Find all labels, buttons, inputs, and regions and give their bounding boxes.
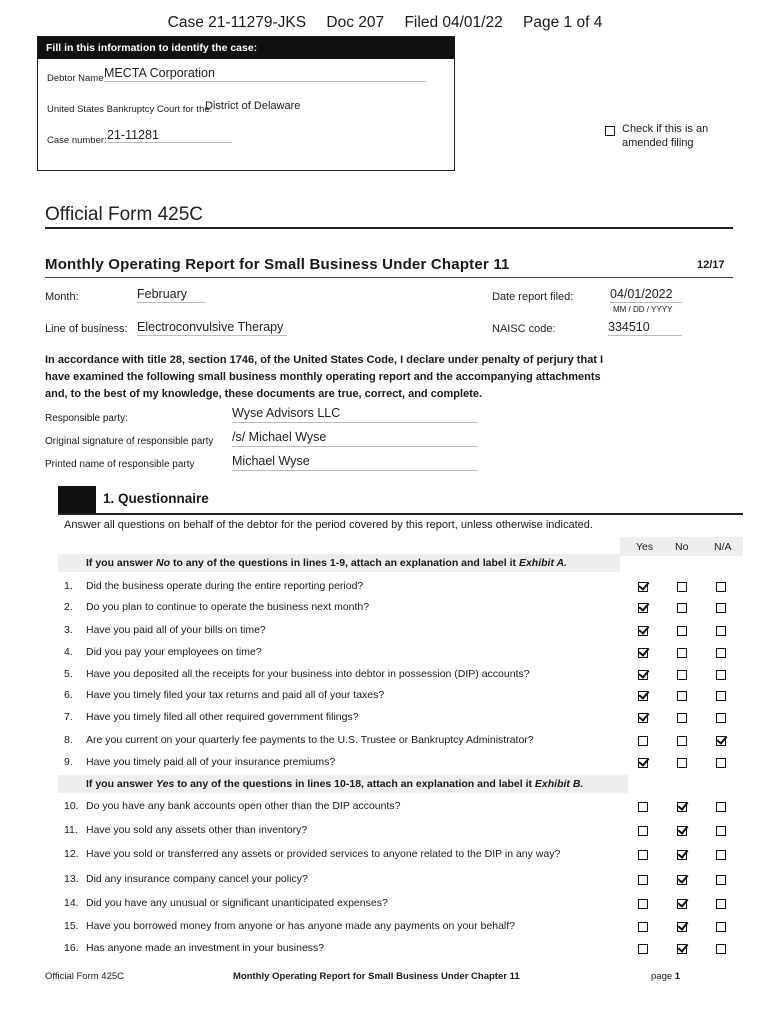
footer-form-name: Official Form 425C: [45, 971, 125, 982]
question-number: 16.: [64, 942, 79, 954]
answer-no-checkbox[interactable]: [677, 713, 687, 723]
questionnaire-title: 1. Questionnaire: [103, 491, 209, 506]
instruction-a-exhibit: Exhibit A.: [518, 557, 567, 569]
question-row: [0, 942, 770, 960]
answer-no-checkbox[interactable]: [677, 691, 687, 701]
question-text: Have you paid all of your bills on time?: [86, 624, 266, 636]
case-number-label: Case number:: [47, 135, 107, 146]
answer-yes-checkbox[interactable]: [638, 826, 648, 836]
question-row: [0, 711, 770, 729]
form-revision: 12/17: [697, 259, 725, 271]
question-text: Have you sold any assets other than inventory?: [86, 824, 308, 836]
answer-yes-checkbox[interactable]: [638, 603, 648, 613]
answer-na-checkbox[interactable]: [716, 944, 726, 954]
amended-filing-label: [622, 122, 708, 150]
question-row: [0, 646, 770, 664]
question-number: 2.: [64, 601, 73, 613]
responsible-party-label: Responsible party:: [45, 413, 128, 424]
answer-yes-checkbox[interactable]: [638, 850, 648, 860]
question-text: Are you current on your quarterly fee payments to the U.S. Trustee or Bankruptcy Administrator?: [86, 734, 534, 746]
instruction-b-word: Yes: [156, 778, 175, 790]
answer-no-checkbox[interactable]: [677, 826, 687, 836]
instruction-b-pre: If you answer: [86, 778, 157, 790]
section-marker: [58, 486, 96, 514]
question-text: Have you timely paid all of your insurance premiums?: [86, 756, 336, 768]
line-of-business-value: Electroconvulsive Therapy: [137, 320, 284, 334]
case-box-title: Fill in this information to identify the case:: [38, 37, 454, 59]
responsible-party-value: Wyse Advisors LLC: [232, 406, 341, 420]
answer-no-checkbox[interactable]: [677, 875, 687, 885]
question-number: 9.: [64, 756, 73, 768]
court-value[interactable]: District of Delaware: [205, 100, 301, 112]
question-text: Have you sold or transferred any assets or provided services to anyone related to the DIP in any way?: [86, 848, 561, 860]
answer-na-checkbox[interactable]: [716, 670, 726, 680]
answer-no-checkbox[interactable]: [677, 670, 687, 680]
question-text: Did you pay your employees on time?: [86, 646, 262, 658]
footer-page-number: 1: [674, 971, 681, 982]
form-divider: [45, 227, 733, 229]
amended-filing-checkbox[interactable]: [605, 123, 615, 141]
answer-na-checkbox[interactable]: [716, 899, 726, 909]
case-number-value: 21-11281: [107, 128, 159, 142]
question-text: Did any insurance company cancel your policy?: [86, 873, 308, 885]
instruction-a-mid: to any of the questions in lines 1-9, attach an explanation and label it: [170, 557, 519, 569]
naisc-value: 334510: [608, 320, 650, 334]
question-row: [0, 580, 770, 598]
question-number: 3.: [64, 624, 73, 636]
amended-checkbox-box[interactable]: [605, 126, 615, 136]
line-of-business-label: Line of business:: [45, 323, 128, 335]
naisc-label: NAISC code:: [492, 323, 556, 335]
footer-page: [651, 971, 680, 982]
answer-yes-checkbox[interactable]: [638, 648, 648, 658]
answer-na-checkbox[interactable]: [716, 826, 726, 836]
answer-na-checkbox[interactable]: [716, 850, 726, 860]
question-row: [0, 800, 770, 818]
answer-na-checkbox[interactable]: [716, 736, 726, 746]
question-number: 5.: [64, 668, 73, 680]
answer-yes-checkbox[interactable]: [638, 922, 648, 932]
answer-na-checkbox[interactable]: [716, 758, 726, 768]
question-number: 1.: [64, 580, 73, 592]
answer-no-checkbox[interactable]: [677, 899, 687, 909]
perjury-declaration: In accordance with title 28, section 1746, of the United States Code, I declare under penalty of perjury that I have examined the following small business monthly operating report and the accompanying attachments and, to the best of my knowledge, these documents are true, correct, and complete.: [45, 354, 604, 400]
answer-yes-checkbox[interactable]: [638, 944, 648, 954]
answer-no-checkbox[interactable]: [677, 736, 687, 746]
answer-no-checkbox[interactable]: [677, 648, 687, 658]
answer-na-checkbox[interactable]: [716, 713, 726, 723]
question-number: 15.: [64, 920, 79, 932]
month-label: Month:: [45, 291, 79, 303]
section-divider: [58, 513, 743, 515]
question-number: 12.: [64, 848, 79, 860]
signature-field[interactable]: [232, 430, 478, 447]
case-number-header: Case 21-11279-JKS: [167, 14, 307, 31]
question-number: 6.: [64, 689, 73, 701]
filing-header: [0, 14, 770, 32]
question-row: [0, 848, 770, 866]
signature-label: Original signature of responsible party: [45, 436, 214, 447]
question-number: 7.: [64, 711, 73, 723]
question-text: Have you timely filed your tax returns and paid all of your taxes?: [86, 689, 385, 701]
question-number: 14.: [64, 897, 79, 909]
question-number: 13.: [64, 873, 79, 885]
instruction-a: [86, 557, 567, 569]
answer-yes-checkbox[interactable]: [638, 758, 648, 768]
question-row: [0, 668, 770, 686]
instruction-a-pre: If you answer: [86, 557, 157, 569]
answer-no-checkbox[interactable]: [677, 802, 687, 812]
answer-na-checkbox[interactable]: [716, 603, 726, 613]
instruction-a-word: No: [156, 557, 171, 569]
question-text: Have you deposited all the receipts for your business into debtor in possession (DIP) accounts?: [86, 668, 530, 680]
printed-name-value: Michael Wyse: [232, 454, 310, 468]
footer-page-label: page: [651, 971, 673, 982]
title-divider: [45, 277, 733, 278]
debtor-name-field[interactable]: [104, 66, 426, 82]
form-name: Official Form 425C: [45, 204, 204, 225]
answer-no-checkbox[interactable]: [677, 603, 687, 613]
date-format-hint: MM / DD / YYYY: [613, 305, 673, 314]
doc-number-header: Doc 207: [326, 14, 385, 31]
line-of-business-field[interactable]: [137, 320, 287, 336]
answer-na-checkbox[interactable]: [716, 582, 726, 592]
answer-no-checkbox[interactable]: [677, 758, 687, 768]
question-row: [0, 920, 770, 938]
report-title: Monthly Operating Report for Small Business Under Chapter 11: [45, 256, 510, 273]
question-number: 11.: [64, 824, 78, 836]
answer-no-checkbox[interactable]: [677, 582, 687, 592]
question-row: [0, 897, 770, 915]
printed-name-label: Printed name of responsible party: [45, 459, 195, 470]
question-row: [0, 873, 770, 891]
col-na-header: N/A: [714, 541, 732, 553]
responsible-party-field[interactable]: [232, 406, 478, 423]
answer-na-checkbox[interactable]: [716, 648, 726, 658]
printed-name-field[interactable]: [232, 454, 478, 471]
answer-yes-checkbox[interactable]: [638, 875, 648, 885]
questionnaire-note: Answer all questions on behalf of the debtor for the period covered by this report, unless otherwise indicated.: [64, 519, 593, 531]
question-text: Have you borrowed money from anyone or has anyone made any payments on your behalf?: [86, 920, 516, 932]
col-no-header: No: [675, 541, 689, 553]
filed-date-header: Filed 04/01/22: [404, 14, 503, 31]
question-row: [0, 756, 770, 774]
question-number: 10.: [64, 800, 79, 812]
month-value: February: [137, 287, 188, 301]
date-filed-label: Date report filed:: [492, 291, 574, 303]
answer-no-checkbox[interactable]: [677, 922, 687, 932]
question-text: Did you have any unusual or significant unanticipated expenses?: [86, 897, 388, 909]
answer-na-checkbox[interactable]: [716, 626, 726, 636]
answer-no-checkbox[interactable]: [677, 626, 687, 636]
question-text: Do you have any bank accounts open other than the DIP accounts?: [86, 800, 401, 812]
answer-yes-checkbox[interactable]: [638, 802, 648, 812]
answer-yes-checkbox[interactable]: [638, 691, 648, 701]
answer-no-checkbox[interactable]: [677, 944, 687, 954]
amended-label-line1: Check if this is an: [622, 123, 709, 135]
question-row: [0, 689, 770, 707]
naisc-field[interactable]: [608, 320, 682, 336]
answer-na-checkbox[interactable]: [716, 922, 726, 932]
question-row: [0, 601, 770, 619]
question-row: [0, 624, 770, 642]
question-row: [0, 824, 770, 842]
question-text: Has anyone made an investment in your business?: [86, 942, 325, 954]
date-filed-field[interactable]: [610, 287, 682, 303]
instruction-b-exhibit: Exhibit B.: [534, 778, 584, 790]
court-label: United States Bankruptcy Court for the:: [47, 104, 213, 115]
question-text: Did the business operate during the entire reporting period?: [86, 580, 364, 592]
date-filed-value: 04/01/2022: [610, 287, 673, 301]
instruction-b: [86, 778, 583, 790]
case-info-box: [37, 36, 455, 171]
footer-title: Monthly Operating Report for Small Business Under Chapter 11: [233, 971, 520, 982]
answer-yes-checkbox[interactable]: [638, 670, 648, 680]
question-text: Do you plan to continue to operate the business next month?: [86, 601, 370, 613]
question-text: Have you timely filed all other required government filings?: [86, 711, 359, 723]
answer-yes-checkbox[interactable]: [638, 736, 648, 746]
debtor-name-value: MECTA Corporation: [104, 66, 215, 80]
answer-yes-checkbox[interactable]: [638, 899, 648, 909]
answer-yes-checkbox[interactable]: [638, 713, 648, 723]
question-number: 8.: [64, 734, 73, 746]
question-row: [0, 734, 770, 752]
page-count-header: Page 1 of 4: [523, 14, 603, 31]
answer-yes-checkbox[interactable]: [638, 626, 648, 636]
answer-na-checkbox[interactable]: [716, 802, 726, 812]
col-yes-header: Yes: [636, 541, 654, 553]
answer-no-checkbox[interactable]: [677, 850, 687, 860]
answer-na-checkbox[interactable]: [716, 875, 726, 885]
answer-yes-checkbox[interactable]: [638, 582, 648, 592]
debtor-name-label: Debtor Name: [47, 73, 104, 84]
answer-na-checkbox[interactable]: [716, 691, 726, 701]
instruction-b-mid: to any of the questions in lines 10-18, attach an explanation and label it: [174, 778, 535, 790]
question-number: 4.: [64, 646, 73, 658]
case-number-field[interactable]: [107, 128, 232, 143]
amended-label-line2: amended filing: [622, 137, 694, 149]
signature-value: /s/ Michael Wyse: [232, 430, 327, 444]
month-field[interactable]: [137, 287, 205, 303]
